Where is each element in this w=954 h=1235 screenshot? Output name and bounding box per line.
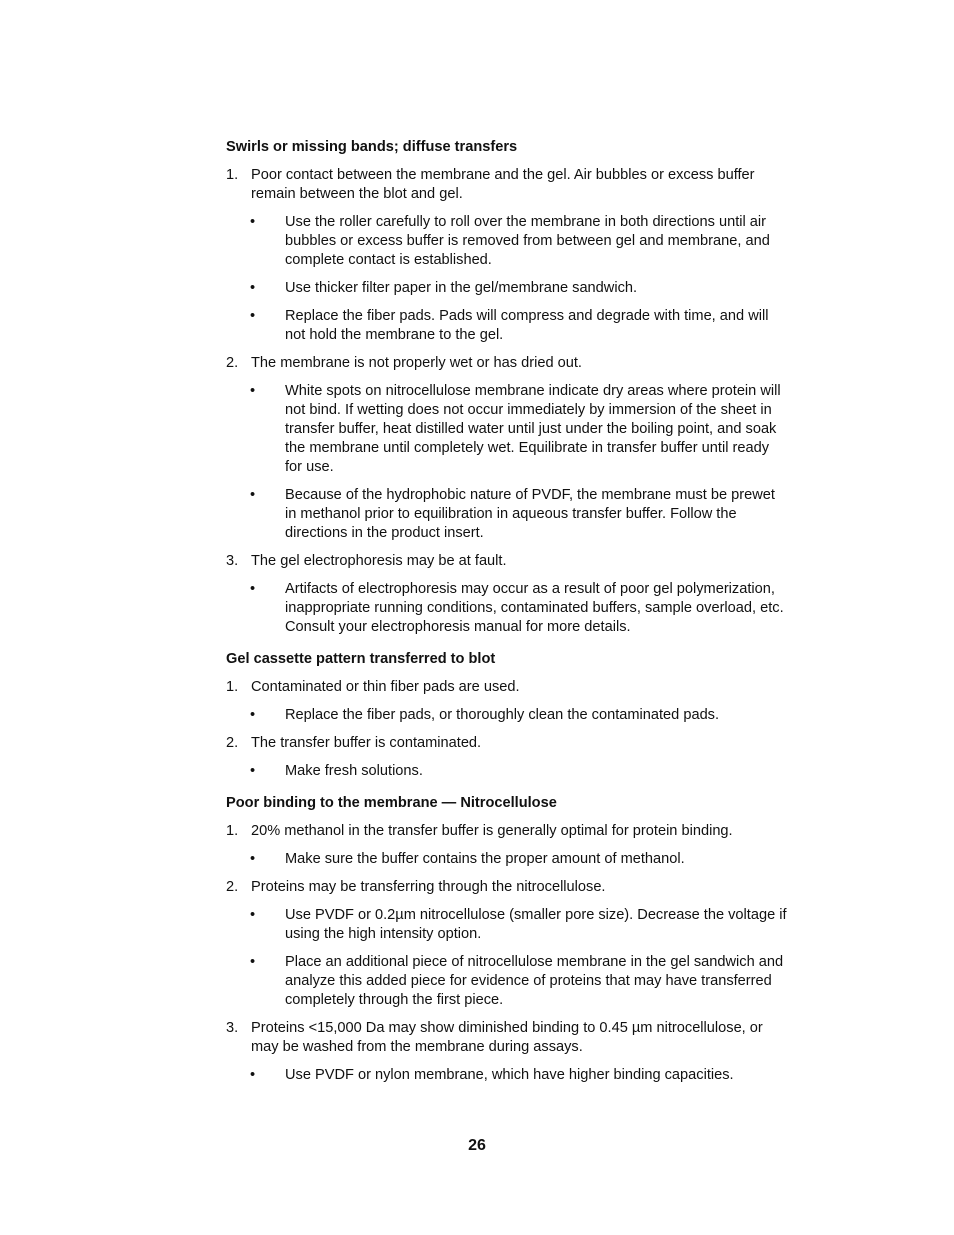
item-number: 3. [226,553,239,569]
bullet-icon: • [250,383,256,399]
item-text: Contaminated or thin fiber pads are used. [251,679,520,695]
section-gel-cassette [226,650,788,781]
bullet-icon: • [250,280,256,296]
bullet-icon: • [250,851,256,867]
bullet-icon: • [250,308,256,324]
bullet-icon: • [250,707,256,723]
item-number: 2. [226,879,239,895]
section-swirls [226,138,788,637]
bullet-icon: • [250,487,256,503]
item-text: Proteins may be transferring through the nitrocellulose. [251,879,606,895]
bullet-text: Artifacts of electrophoresis may occur as a result of poor gel polymerization, inappropriate running conditions, contaminated buffers, sample overload, etc. Consult your electrophoresis manual for more details. [285,581,784,635]
item-text: Proteins <15,000 Da may show diminished binding to 0.45 µm nitrocellulose, or may be washed from the membrane during assays. [251,1020,763,1055]
item-number: 2. [226,355,239,371]
page-number: 26 [468,1137,486,1154]
bullet-item [226,1066,788,1085]
bullet-item [226,762,788,781]
bullet-item [226,580,788,637]
list-item [226,734,788,753]
bullet-text: Use PVDF or nylon membrane, which have higher binding capacities. [285,1067,734,1083]
bullet-text: Use thicker filter paper in the gel/membrane sandwich. [285,280,638,296]
bullet-item [226,307,788,345]
bullet-icon: • [250,1067,256,1083]
list-item [226,678,788,697]
bullet-text: Because of the hydrophobic nature of PVDF, the membrane must be prewet in methanol prior to equilibration in aqueous transfer buffer. Follow the directions in the product insert. [285,487,775,541]
section-heading: Swirls or missing bands; diffuse transfers [226,139,518,155]
list-item [226,822,788,841]
bullet-item [226,382,788,477]
list-item [226,166,788,204]
bullet-icon: • [250,763,256,779]
section-heading: Poor binding to the membrane — Nitrocellulose [226,795,557,811]
bullet-item [226,706,788,725]
bullet-text: Replace the fiber pads, or thoroughly clean the contaminated pads. [285,707,720,723]
list-item [226,1019,788,1057]
bullet-icon: • [250,907,256,923]
item-text: The membrane is not properly wet or has dried out. [251,355,582,371]
bullet-text: White spots on nitrocellulose membrane indicate dry areas where protein will not bind. If wetting does not occur immediately by immersion of the sheet in transfer buffer, heat distilled water until just under the boiling point, and soak the membrane until completely wet. Equilibrate in transfer buffer until ready for use. [285,383,781,475]
bullet-item [226,850,788,869]
bullet-item [226,213,788,270]
item-text: 20% methanol in the transfer buffer is generally optimal for protein binding. [251,823,733,839]
bullet-icon: • [250,581,256,597]
bullet-text: Use the roller carefully to roll over the membrane in both directions until air bubbles or excess buffer is removed from between gel and membrane, and complete contact is established. [285,214,770,268]
section-heading: Gel cassette pattern transferred to blot [226,651,496,667]
list-item [226,878,788,897]
list-item [226,354,788,373]
bullet-item [226,953,788,1010]
item-text: Poor contact between the membrane and the gel. Air bubbles or excess buffer remain between the blot and gel. [251,167,755,202]
section-poor-binding [226,794,788,1085]
item-number: 1. [226,823,239,839]
bullet-icon: • [250,954,256,970]
item-number: 2. [226,735,239,751]
bullet-text: Make fresh solutions. [285,763,423,779]
item-text: The gel electrophoresis may be at fault. [251,553,507,569]
bullet-item [226,906,788,944]
document-body [226,138,788,1098]
item-number: 3. [226,1020,239,1036]
bullet-text: Make sure the buffer contains the proper amount of methanol. [285,851,685,867]
bullet-icon: • [250,214,256,230]
bullet-item [226,279,788,298]
bullet-text: Use PVDF or 0.2µm nitrocellulose (smaller pore size). Decrease the voltage if using the high intensity option. [285,907,787,942]
item-number: 1. [226,167,239,183]
bullet-text: Place an additional piece of nitrocellulose membrane in the gel sandwich and analyze this added piece for evidence of proteins that may have transferred completely through the first piece. [285,954,784,1008]
bullet-text: Replace the fiber pads. Pads will compress and degrade with time, and will not hold the membrane to the gel. [285,308,769,343]
list-item [226,552,788,571]
item-number: 1. [226,679,239,695]
bullet-item [226,486,788,543]
item-text: The transfer buffer is contaminated. [251,735,482,751]
